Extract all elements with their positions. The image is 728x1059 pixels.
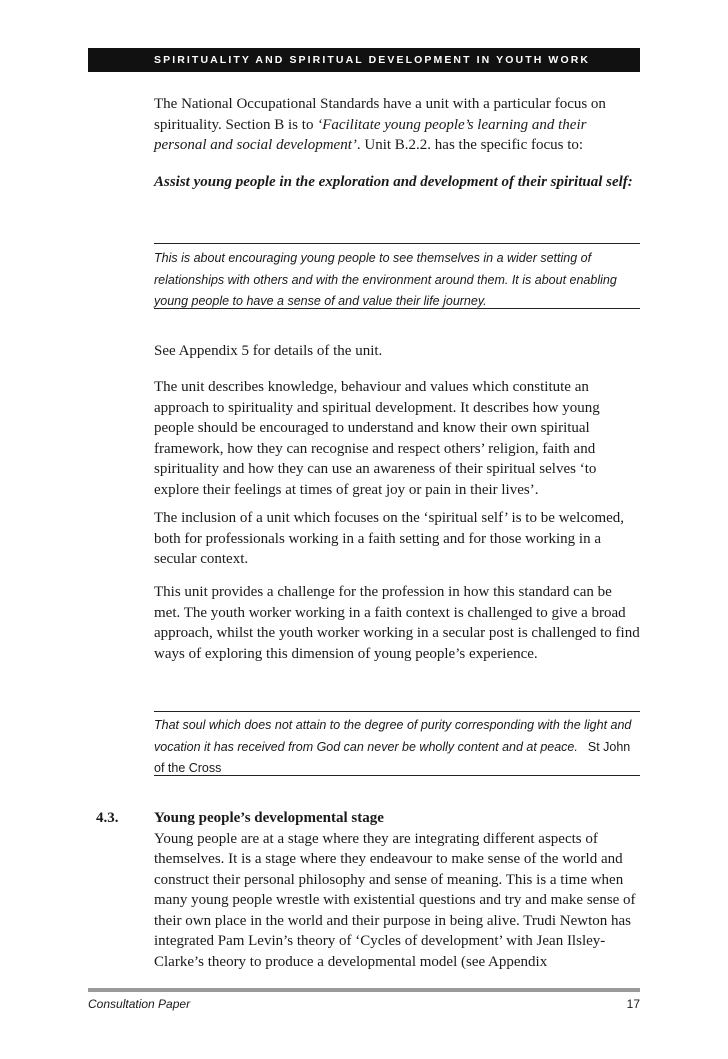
quote-text: That soul which does not attain to the degree of purity corresponding with the light and vocation it has received from God can never be wholly content and at peace. <box>154 718 632 754</box>
paragraph-intro <box>154 94 640 156</box>
appendix-reference: See Appendix 5 for details of the unit. <box>154 343 383 359</box>
paragraph-challenge: This unit provides a challenge for the profession in how this standard can be met. The youth worker working in a faith context is challenged to give a broad approach, whilst the youth worker working in a secular post is challenged to find ways of exploring this dimension of young people’s experience. <box>154 584 640 662</box>
unit-focus-statement: Assist young people in the exploration and development of their spiritual self: <box>154 174 633 190</box>
unit-description-text: This is about encouraging young people to see themselves in a wider setting of relationships with others and with the environment around them. It is about enabling young people to have a sense of and value their life journey. <box>154 251 617 308</box>
paragraph-unit-describes: The unit describes knowledge, behaviour and values which constitute an approach to spirituality and spiritual development. It describes how young people should be encouraged to understand and know their own spiritual framework, how they can recognise and respect others’ religion, faith and spirituality and how they can use an awareness of their spiritual selves ‘to explore their feelings at times of great joy or pain in their lives’. <box>154 379 600 498</box>
page-number: 17 <box>626 997 640 1011</box>
unit-description-box <box>154 243 640 309</box>
section-title: Young people’s developmental stage <box>154 810 384 826</box>
intro-text-quote: ‘Facilitate young people’s learning and their personal and social development’ <box>154 116 587 153</box>
quote-box <box>154 711 640 776</box>
section-text: Young people are at a stage where they are integrating different aspects of themselves. It is a stage where they endeavour to make sense of the world and construct their personal philosophy and sense of meaning. This is a time when many young people wrestle with existential questions and try and make sense of their own place in the world and their purpose in being alive. Trudi Newton has integrated Pam Levin’s theory of ‘Cycles of development’ with Jean Ilsley- Clarke’s theory to produce a developmental model (see Appendix <box>154 830 636 970</box>
quote-attribution: St John of the Cross <box>154 739 631 775</box>
paragraph-inclusion: The inclusion of a unit which focuses on the ‘spiritual self’ is to be welcomed, both for professionals working in a faith setting and for those working in a secular context. <box>154 510 625 567</box>
section-number: 4.3. <box>96 810 119 826</box>
running-header: SPIRITUALITY AND SPIRITUAL DEVELOPMENT IN YOUTH WORK <box>88 48 640 72</box>
footer-label: Consultation Paper <box>88 997 191 1011</box>
intro-text-a: The National Occupational Standards have a unit with a particular focus on spirituality. Section B is to <box>154 96 606 133</box>
intro-text-c: . Unit B.2.2. has the specific focus to: <box>356 137 584 153</box>
section-body <box>154 808 642 972</box>
footer-rule <box>88 988 640 992</box>
